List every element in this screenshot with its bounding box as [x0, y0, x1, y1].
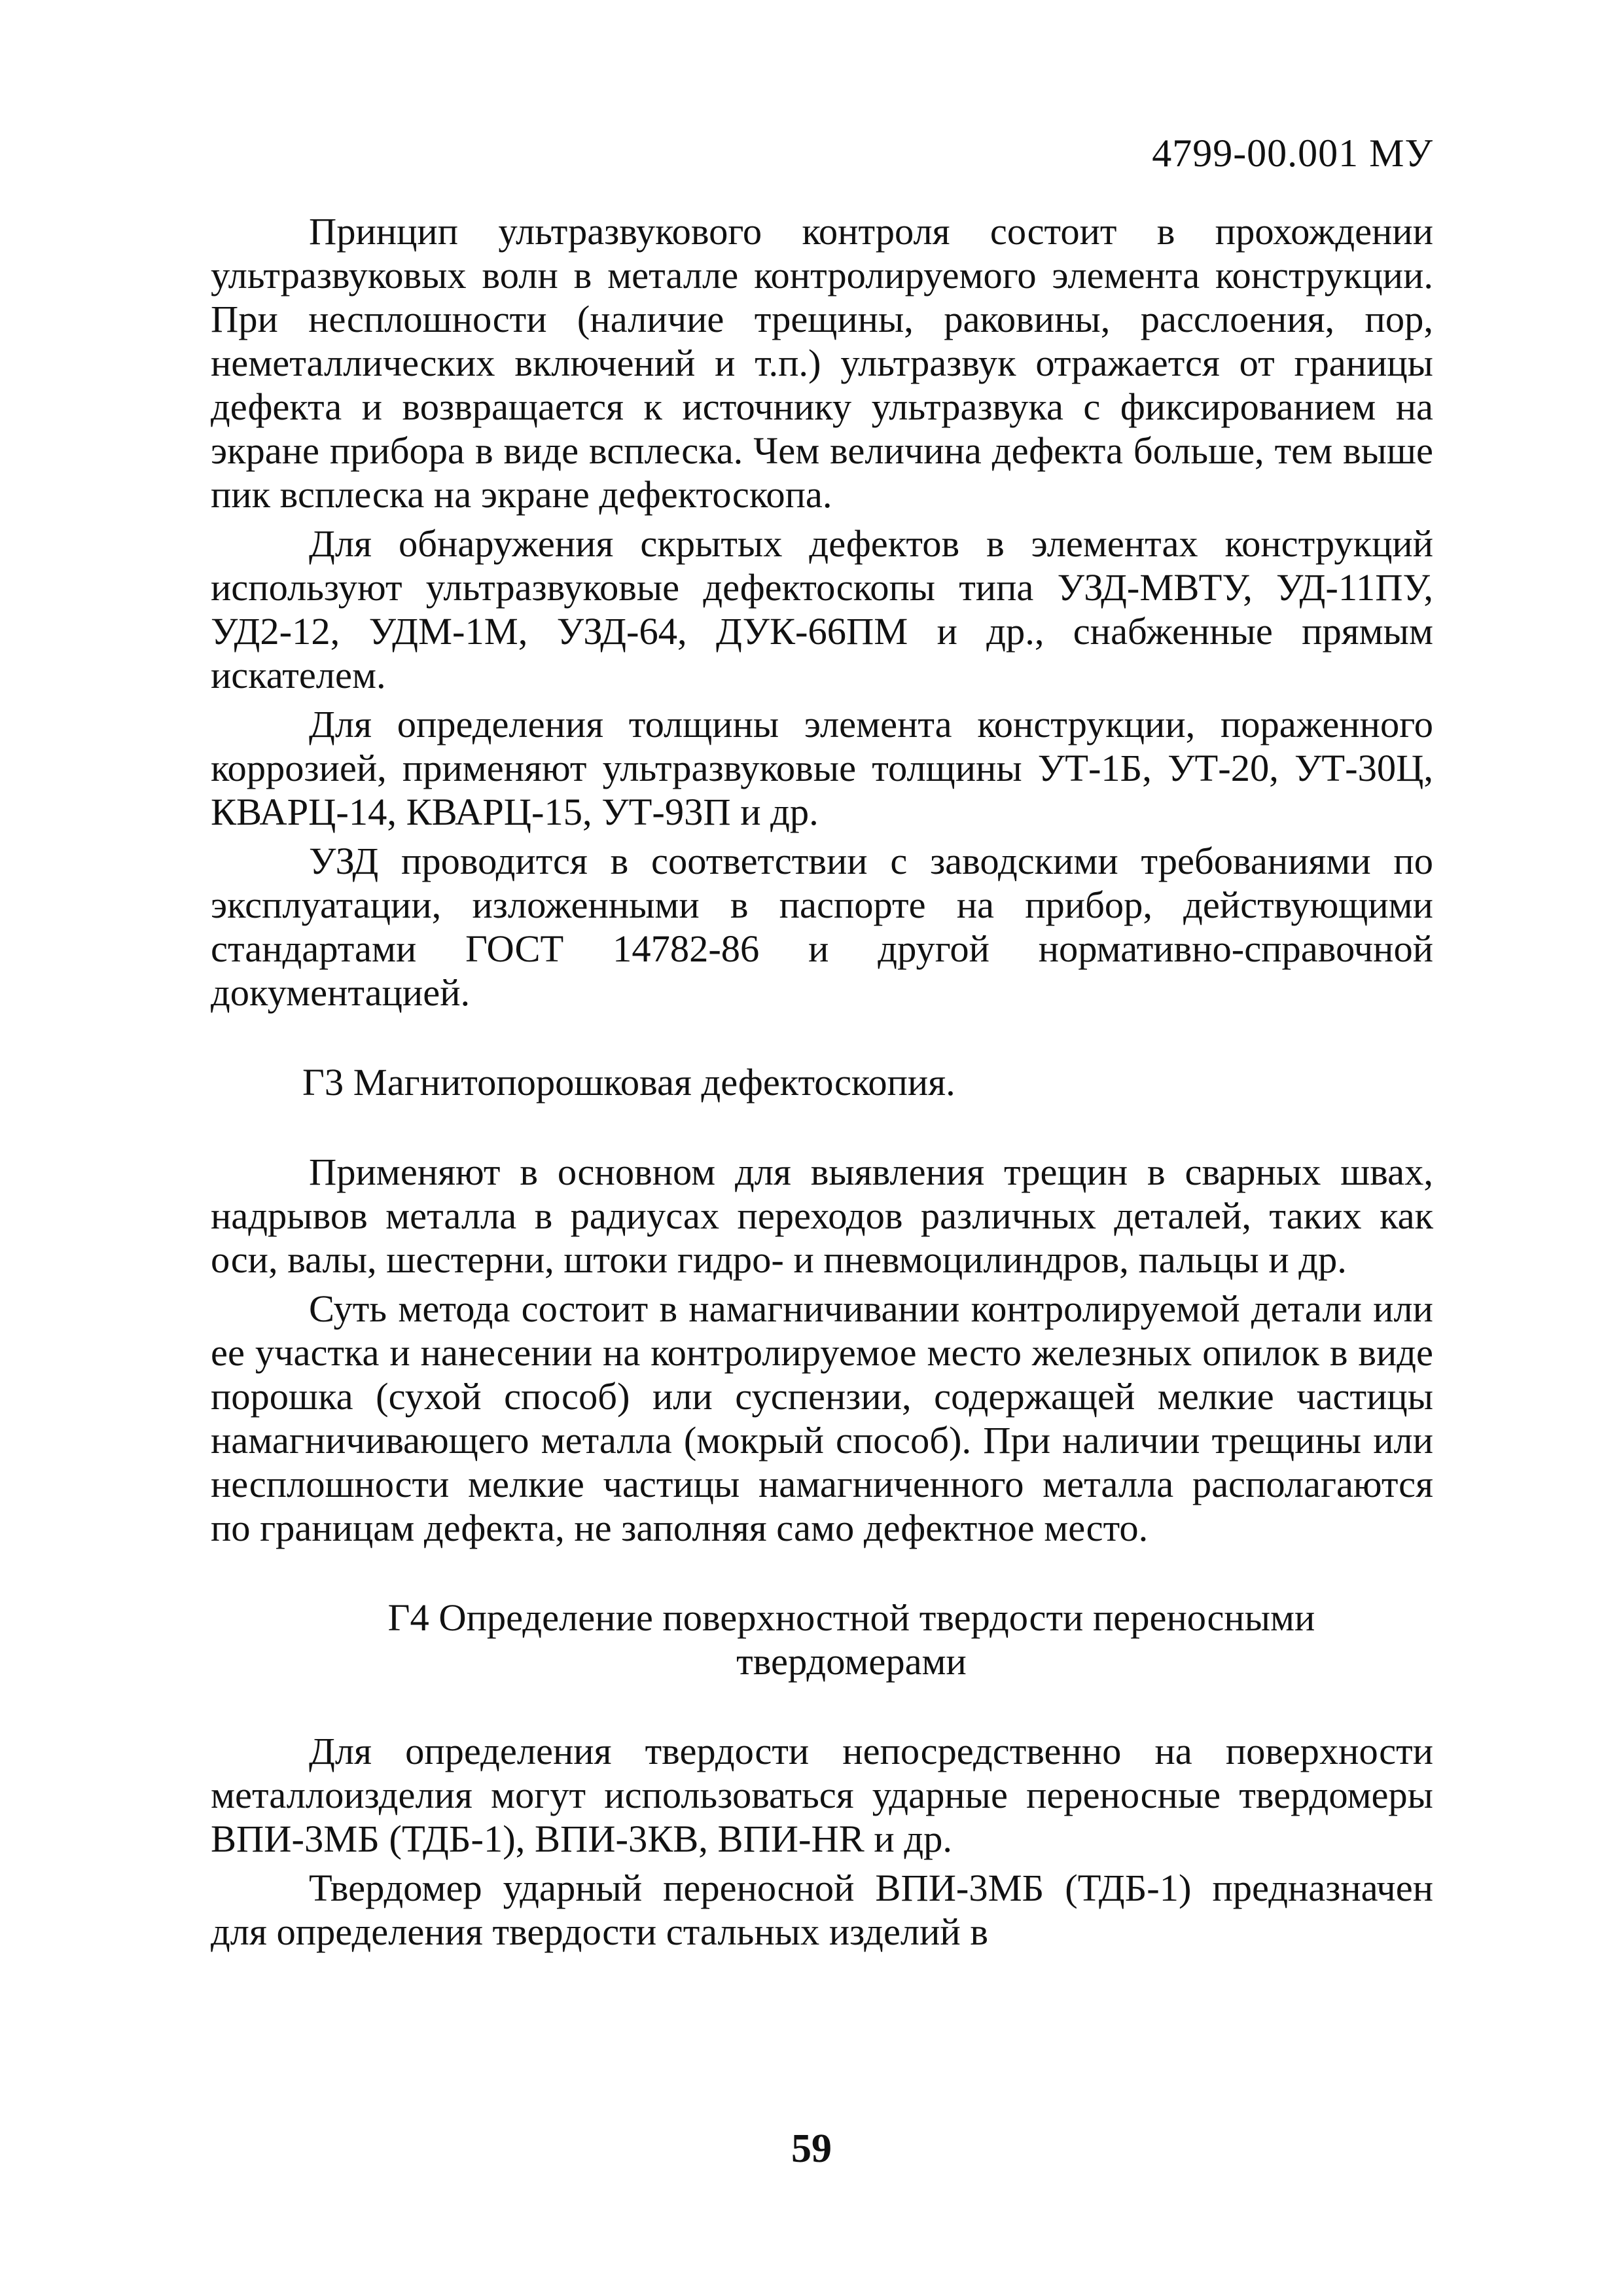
section-heading-g4-line2: твердомерами: [736, 1640, 967, 1683]
document-code: 4799-00.001 МУ: [1152, 132, 1433, 175]
paragraph-uzd-standards: УЗД проводится в соответствии с заводскими требованиями по эксплуатации, изложенными в паспорте на прибор, действующими стандартами ГОСТ 14782-86 и другой нормативно-справочной документацией.: [211, 840, 1433, 1014]
paragraph-vpi-3mb: Твердомер ударный переносной ВПИ-3МБ (ТДБ-1) предназначен для определения твердости стальных изделий в: [211, 1867, 1433, 1953]
section-heading-g4: [211, 1596, 1433, 1683]
section-heading-g4-line1: Г4 Определение поверхностной твердости переносными: [387, 1596, 1315, 1639]
paragraph-hardness-testers: Для определения твердости непосредственно на поверхности металлоизделия могут использоваться ударные переносные твердомеры ВПИ-3МБ (ТДБ-1), ВПИ-3КВ, ВПИ-HR и др.: [211, 1730, 1433, 1860]
paragraph-magnetic-usage: Применяют в основном для выявления трещин в сварных швах, надрывов металла в радиусах переходов различных деталей, таких как оси, валы, шестерни, штоки гидро- и пневмоцилиндров, пальцы и др.: [211, 1151, 1433, 1281]
body-text: [211, 209, 1433, 1959]
paragraph-ultrasonic-principle: Принцип ультразвукового контроля состоит в прохождении ультразвуковых волн в металле контролируемого элемента конструкции. При несплошности (наличие трещины, раковины, расслоения, пор, неметаллических включений и т.п.) ультразвук отражается от границы дефекта и возвращается к источнику ультразвука с фиксированием на экране прибора в виде всплеска. Чем величина дефекта больше, тем выше пик всплеска на экране дефектоскопа.: [211, 210, 1433, 516]
paragraph-flaw-detectors: Для обнаружения скрытых дефектов в элементах конструкций используют ультразвуковые дефектоскопы типа УЗД-МВТУ, УД-11ПУ, УД2-12, УДМ-1М, УЗД-64, ДУК-66ПМ и др., снабженные прямым искателем.: [211, 522, 1433, 696]
paragraph-thickness-gauges: Для определения толщины элемента конструкции, пораженного коррозией, применяют ультразвуковые толщины УТ-1Б, УТ-20, УТ-30Ц, КВАРЦ-14, КВАРЦ-15, УТ-93П и др.: [211, 703, 1433, 833]
page-number: 59: [791, 2126, 832, 2171]
section-heading-g3: Г3 Магнитопорошковая дефектоскопия.: [302, 1061, 955, 1103]
paragraph-magnetic-method: Суть метода состоит в намагничивании контролируемой детали или ее участка и нанесении на контролируемое место железных опилок в виде порошка (сухой способ) или суспензии, содержащей мелкие частицы намагничивающего металла (мокрый способ). При наличии трещины или несплошности мелкие частицы намагниченного металла располагаются по границам дефекта, не заполняя само дефектное место.: [211, 1287, 1433, 1549]
